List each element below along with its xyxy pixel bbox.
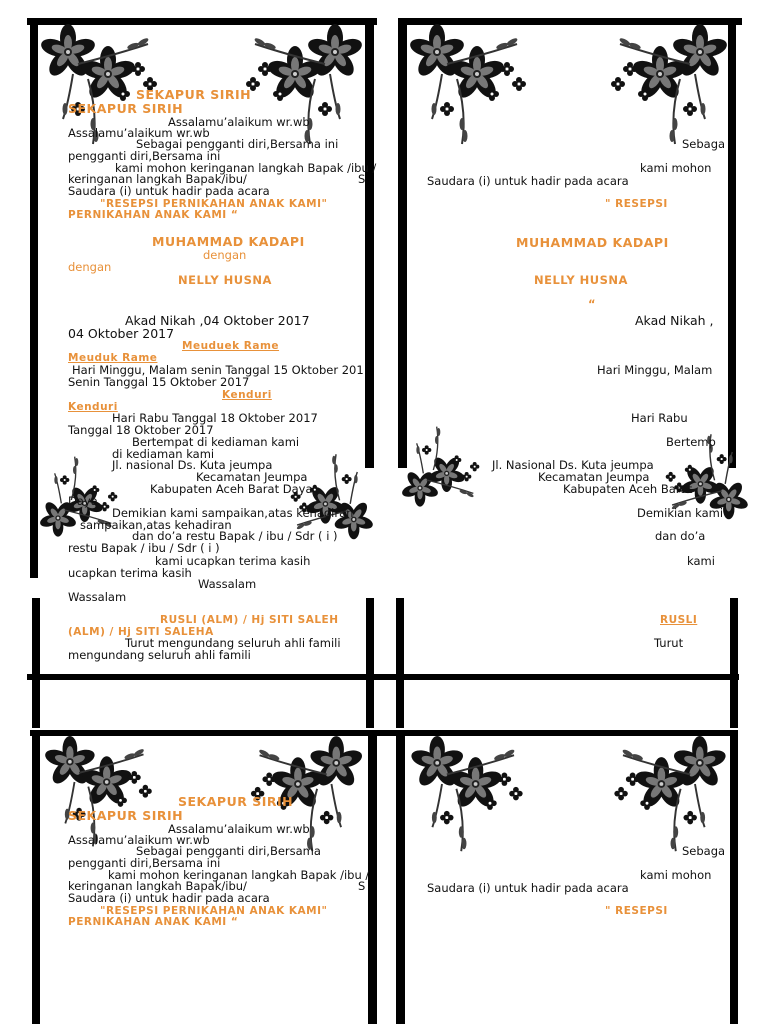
panel4-saudara: Saudara (i) untuk hadir pada acara bbox=[427, 881, 629, 895]
panel2-sebaga: Sebaga bbox=[682, 137, 726, 151]
panel2-minggu: Hari Minggu, Malam bbox=[597, 363, 713, 377]
panel2-quote: “ bbox=[588, 297, 597, 311]
panel4-sebaga: Sebaga bbox=[682, 844, 726, 858]
panel1-line: Sebagai pengganti diri,Bersama ini bbox=[136, 137, 339, 151]
panel4-mohon: kami mohon bbox=[640, 868, 712, 882]
panel1-line: kami mohon keringanan langkah Bapak /ibu / bbox=[115, 161, 377, 175]
panel1-turut-dup: mengundang seluruh ahli famili bbox=[68, 648, 251, 662]
panel1-demikian-dup: sampaikan,atas kehadiran bbox=[80, 518, 232, 532]
panel1-minggu: Hari Minggu, Malam senin Tanggal 15 Oktober 201 bbox=[72, 363, 364, 377]
panel2-turut: Turut bbox=[654, 636, 684, 650]
panel2-doa: dan do’a bbox=[655, 529, 706, 543]
frame-left-3 bbox=[32, 598, 40, 728]
panel1-rabu: Hari Rabu Tanggal 18 Oktober 2017 bbox=[112, 411, 318, 425]
panel2-resepsi: " RESEPSI bbox=[605, 198, 668, 210]
panel4-resepsi: " RESEPSI bbox=[605, 905, 668, 917]
panel2-kami: kami bbox=[687, 554, 715, 568]
panel3-line: pengganti diri,Bersama ini bbox=[68, 856, 221, 870]
panel1-meuduk-dup: Meuduk Rame bbox=[68, 352, 158, 364]
panel3-event: "RESEPSI PERNIKAHAN ANAK KAMI" bbox=[100, 905, 328, 917]
panel1-minggu-dup: Senin Tanggal 15 Oktober 2017 bbox=[68, 375, 250, 389]
panel1-jl: Jl. nasional Ds. Kuta jeumpa bbox=[112, 458, 273, 472]
panel1-wassalam: Wassalam bbox=[198, 577, 257, 591]
panel1-greeting: Assalamu’alaikum wr.wb bbox=[168, 115, 310, 129]
panel1-rusli: RUSLI (ALM) / Hj SITI SALEH bbox=[160, 614, 339, 626]
frame-right-4 bbox=[730, 598, 738, 728]
panel1-akad-dup: 04 Oktober 2017 bbox=[68, 326, 175, 341]
panel1-doa: dan do’a restu Bapak / ibu / Sdr ( i ) bbox=[132, 529, 338, 543]
panel3-title-dup: SEKAPUR SIRIH bbox=[68, 808, 184, 823]
panel1-line: pengganti diri,Bersama ini bbox=[68, 149, 221, 163]
panel1-kec: Kecamatan Jeumpa bbox=[196, 470, 308, 484]
panel1-event: "RESEPSI PERNIKAHAN ANAK KAMI" bbox=[100, 198, 328, 210]
panel2-mohon: kami mohon bbox=[640, 161, 712, 175]
panel1-tempat: Bertempat di kediaman kami bbox=[132, 435, 300, 449]
frame-left-1 bbox=[30, 18, 38, 578]
flower-ornament-icon bbox=[245, 24, 365, 149]
panel3-line: kami mohon keringanan langkah Bapak /ibu / bbox=[108, 868, 370, 882]
panel1-s-letter: S bbox=[358, 172, 366, 186]
panel1-meuduk: Meuduek Rame bbox=[182, 340, 280, 352]
frame-mid-line bbox=[27, 674, 739, 680]
panel1-line: keringanan langkah Bapak/ibu/ bbox=[68, 172, 247, 186]
panel3-s-letter: S bbox=[358, 879, 366, 893]
panel1-turut: Turut mengundang seluruh ahli famili bbox=[125, 636, 341, 650]
panel1-akad: Akad Nikah ,04 Oktober 2017 bbox=[125, 313, 310, 328]
panel1-greeting-dup: Assalamu’alaikum wr.wb bbox=[68, 126, 210, 140]
panel1-kenduri: Kenduri bbox=[222, 389, 272, 401]
panel2-bertemp: Bertemp bbox=[666, 435, 716, 449]
panel2-jl: Jl. Nasional Ds. Kuta jeumpa bbox=[492, 458, 654, 472]
flower-ornament-icon bbox=[400, 400, 480, 530]
panel1-kab: Kabupaten Aceh Barat Daya bbox=[150, 482, 313, 496]
panel3-line: Saudara (i) untuk hadir pada acara bbox=[68, 891, 270, 905]
frame-right-3 bbox=[366, 598, 374, 728]
panel1-rabu-dup: Tanggal 18 Oktober 2017 bbox=[68, 423, 214, 437]
frame-right-6 bbox=[730, 730, 738, 1024]
panel1-kenduri-dup: Kenduri bbox=[68, 401, 118, 413]
panel1-title: SEKAPUR SIRIH bbox=[136, 87, 252, 102]
panel2-kec: Kecamatan Jeumpa bbox=[538, 470, 650, 484]
panel3-title: SEKAPUR SIRIH bbox=[178, 794, 294, 809]
frame-right-1 bbox=[365, 18, 374, 468]
panel1-doa-dup: restu Bapak / ibu / Sdr ( i ) bbox=[68, 541, 220, 555]
frame-left-5 bbox=[32, 730, 40, 1024]
panel1-title-dup: SEKAPUR SIRIH bbox=[68, 101, 184, 116]
frame-left-6 bbox=[396, 730, 405, 1024]
panel2-akad: Akad Nikah , bbox=[635, 313, 714, 328]
panel3-line: keringanan langkah Bapak/ibu/ bbox=[68, 879, 247, 893]
panel1-demikian: Demikian kami sampaikan,atas kehadiran bbox=[112, 506, 354, 520]
panel2-saudara: Saudara (i) untuk hadir pada acara bbox=[427, 174, 629, 188]
panel2-bride: NELLY HUSNA bbox=[534, 273, 628, 287]
panel1-wassalam-dup: Wassalam bbox=[68, 590, 127, 604]
panel1-bride: NELLY HUSNA bbox=[178, 273, 272, 287]
frame-left-4 bbox=[396, 598, 404, 728]
panel2-rabu: Hari Rabu bbox=[631, 411, 688, 425]
panel3-event-dup: PERNIKAHAN ANAK KAMI “ bbox=[68, 916, 239, 928]
frame-right-5 bbox=[368, 730, 377, 1024]
panel2-groom: MUHAMMAD KADAPI bbox=[516, 235, 669, 250]
panel3-greeting: Assalamu’alaikum wr.wb bbox=[168, 822, 310, 836]
panel2-rusli: RUSLI bbox=[660, 614, 698, 626]
panel1-dengan-dup: dengan bbox=[68, 260, 112, 274]
panel1-rusli-dup: (ALM) / Hj SITI SALEHA bbox=[68, 626, 214, 638]
flower-ornament-icon bbox=[407, 24, 527, 149]
panel1-tempat-dup: di kediaman kami bbox=[112, 447, 215, 461]
panel1-daya: Daya bbox=[68, 494, 98, 508]
panel3-line: Sebagai pengganti diri,Bersama bbox=[136, 844, 321, 858]
flower-ornament-icon bbox=[612, 736, 730, 856]
panel1-dengan: dengan bbox=[203, 248, 247, 262]
flower-ornament-icon bbox=[610, 24, 730, 149]
flower-ornament-icon bbox=[406, 736, 526, 856]
panel1-terima-dup: ucapkan terima kasih bbox=[68, 566, 192, 580]
panel3-greeting-dup: Assalamu’alaikum wr.wb bbox=[68, 833, 210, 847]
panel1-groom: MUHAMMAD KADAPI bbox=[152, 234, 305, 249]
panel1-line: Saudara (i) untuk hadir pada acara bbox=[68, 184, 270, 198]
panel1-event-dup: PERNIKAHAN ANAK KAMI “ bbox=[68, 209, 239, 221]
panel2-demikian: Demikian kami bbox=[637, 506, 724, 520]
panel2-kab: Kabupaten Aceh Barat bbox=[563, 482, 693, 496]
panel1-terima: kami ucapkan terima kasih bbox=[155, 554, 311, 568]
